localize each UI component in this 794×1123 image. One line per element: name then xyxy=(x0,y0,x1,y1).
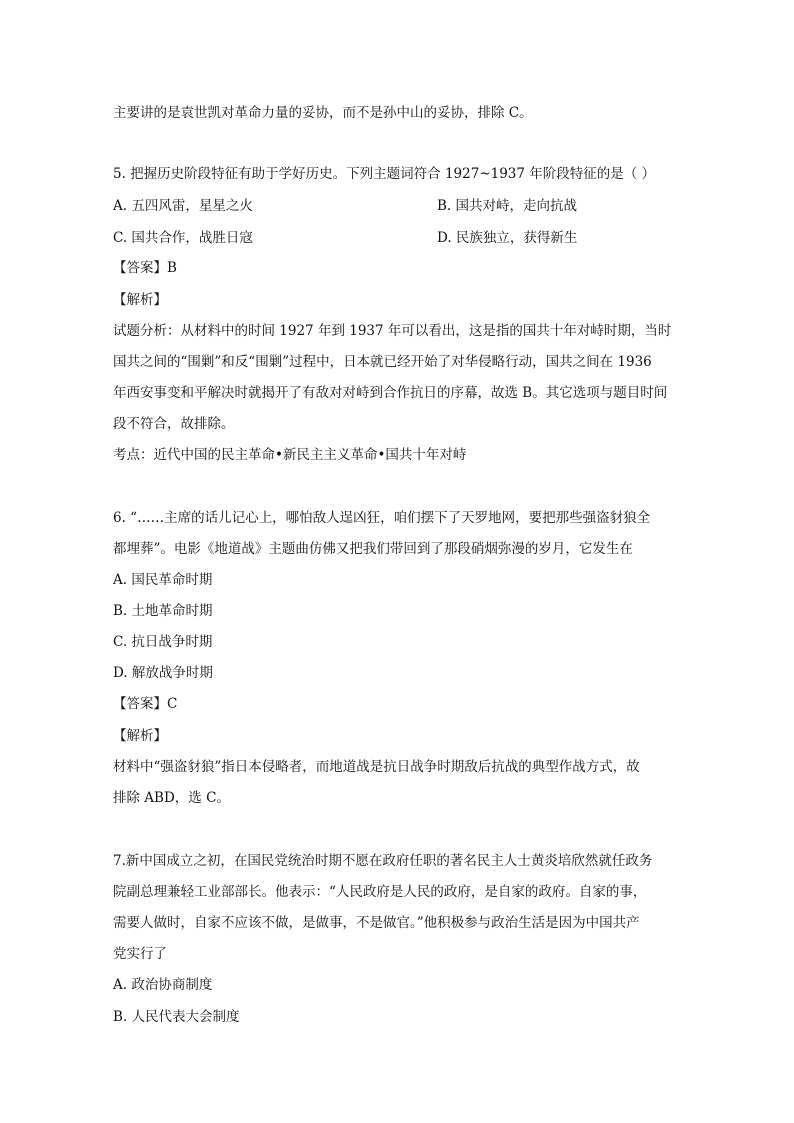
q6-option-b: B. 土地革命时期 xyxy=(113,603,213,619)
q5-analysis-label: 【解析】 xyxy=(113,292,167,308)
q5-analysis-line: 国共之间的“围剿”和反“围剿”过程中，日本就已经开始了对华侵略行动，国共之间在 1936 xyxy=(113,354,652,370)
q6-analysis-line: 排除 ABD，选 C。 xyxy=(113,790,230,806)
q6-analysis-line: 材料中“强盗豺狼”指日本侵略者，而地道战是抗日战争时期敌后抗战的典型作战方式，故 xyxy=(113,759,640,775)
q5-stem: 5. 把握历史阶段特征有助于学好历史。下列主题词符合 1927~1937 年阶段特征的是（ ） xyxy=(113,166,656,182)
q6-option-c: C. 抗日战争时期 xyxy=(113,634,213,650)
q5-option-c: C. 国共合作，战胜日寇 xyxy=(113,230,253,246)
q5-option-d: D. 民族独立，获得新生 xyxy=(437,230,578,246)
q5-analysis-line: 试题分析：从材料中的时间 1927 年到 1937 年可以看出，这是指的国共十年对峙时期，当时 xyxy=(113,323,672,339)
q7-stem-line: 党实行了 xyxy=(113,946,167,962)
q7-option-b: B. 人民代表大会制度 xyxy=(113,1009,240,1025)
q5-answer: 【答案】B xyxy=(113,260,177,276)
q7-stem-line: 需要人做时，自家不应该不做，是做事，不是做官。”他积极参与政治生活是因为中国共产 xyxy=(113,915,640,931)
q6-analysis-label: 【解析】 xyxy=(113,728,167,744)
q6-stem-line: 都埋葬”。电影《地道战》主题曲仿佛又把我们带回到了那段硝烟弥漫的岁月，它发生在 xyxy=(113,541,633,557)
q5-kaodian: 考点：近代中国的民主革命•新民主主义革命•国共十年对峙 xyxy=(113,447,467,463)
q7-stem-line: 7.新中国成立之初，在国民党统治时期不愿在政府任职的著名民主人士黄炎培欣然就任政务 xyxy=(113,853,653,869)
q5-analysis-line: 年西安事变和平解决时就揭开了有敌对对峙到合作抗日的序幕，故选 B。其它选项与题目时间 xyxy=(113,385,668,401)
q7-option-a: A. 政治协商制度 xyxy=(113,977,213,993)
q6-answer: 【答案】C xyxy=(113,696,178,712)
q6-option-d: D. 解放战争时期 xyxy=(113,665,213,681)
q6-option-a: A. 国民革命时期 xyxy=(113,572,213,588)
intro-text: 主要讲的是袁世凯对革命力量的妥协，而不是孙中山的妥协，排除 C。 xyxy=(113,105,533,121)
q5-option-b: B. 国共对峙，走向抗战 xyxy=(437,198,578,214)
q5-option-a: A. 五四风雷，星星之火 xyxy=(113,198,253,214)
q5-analysis-line: 段不符合，故排除。 xyxy=(113,416,235,432)
q6-stem-line: 6. “……主席的话儿记心上，哪怕敌人逞凶狂，咱们摆下了天罗地网，要把那些强盗豺狼全 xyxy=(113,510,651,526)
q7-stem-line: 院副总理兼轻工业部部长。他表示：“人民政府是人民的政府，是自家的政府。自家的事， xyxy=(113,884,647,900)
